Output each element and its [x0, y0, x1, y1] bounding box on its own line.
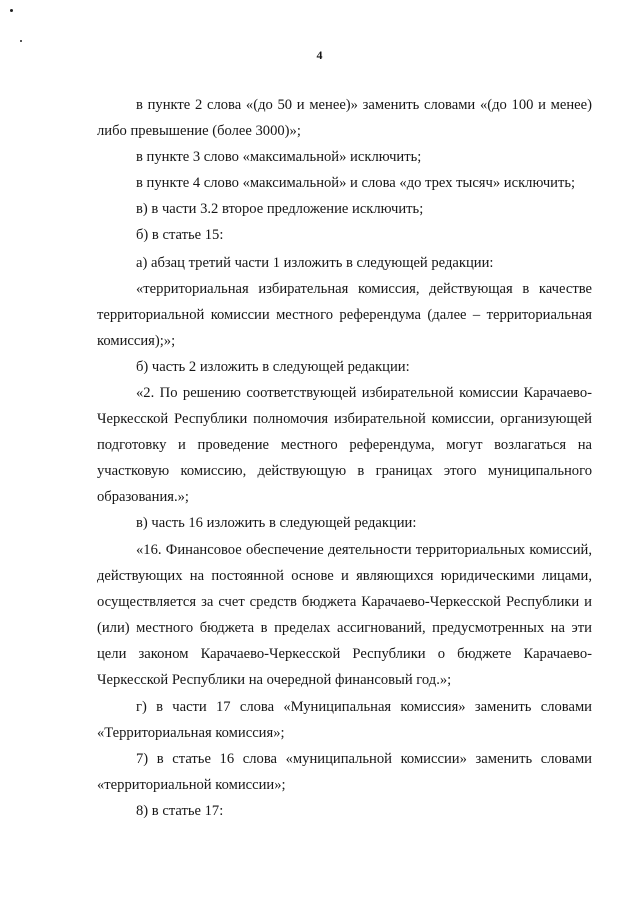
paragraph-13: 7) в статье 16 слова «муниципальной комиссии» заменить словами «территориальной комиссии»;: [97, 751, 592, 793]
paragraph-6: а) абзац третий части 1 изложить в следующей редакции:: [136, 255, 494, 271]
paragraph-2: в пункте 3 слово «максимальной» исключить;: [136, 149, 422, 165]
scan-speck: [10, 9, 13, 12]
page-number: 4: [316, 48, 323, 62]
paragraph-5: б) в статье 15:: [136, 227, 224, 243]
paragraph-3: в пункте 4 слово «максимальной» и слова «до трех тысяч» исключить;: [136, 175, 576, 191]
paragraph-1: в пункте 2 слова «(до 50 и менее)» заменить словами «(до 100 и менее) либо превышение (более 3000)»;: [97, 97, 592, 139]
paragraph-8: б) часть 2 изложить в следующей редакции:: [136, 359, 410, 375]
paragraph-12: г) в части 17 слова «Муниципальная комиссия» заменить словами «Территориальная комиссия»;: [97, 699, 592, 741]
paragraph-10: в) часть 16 изложить в следующей редакции:: [136, 515, 417, 531]
paragraph-7: «территориальная избирательная комиссия, действующая в качестве территориальной комиссии местного референдума (далее – территориальная комиссия);»;: [97, 281, 592, 349]
paragraph-14: 8) в статье 17:: [136, 803, 224, 819]
paragraph-11: «16. Финансовое обеспечение деятельности территориальных комиссий, действующих на постоянной основе и являющихся юридическими лицами, осуществляется за счет средств бюджета Карачаево-Черкесской Республики и (или) местного бюджета в пределах ассигнований, предусмотренных на эти цели законом Карачаево-Черкесской Республики о бюджете Карачаево-Черкесской Республики на очередной финансовый год.»;: [97, 542, 592, 688]
paragraph-4: в) в части 3.2 второе предложение исключить;: [136, 201, 424, 217]
scan-speck: [20, 40, 22, 42]
paragraph-9: «2. По решению соответствующей избирательной комиссии Карачаево-Черкесской Республики полномочия избирательной комиссии, организующей подготовку и проведение местного референдума, могут возлагаться на участковую комиссию, действующую в границах этого муниципального образования.»;: [97, 385, 592, 505]
